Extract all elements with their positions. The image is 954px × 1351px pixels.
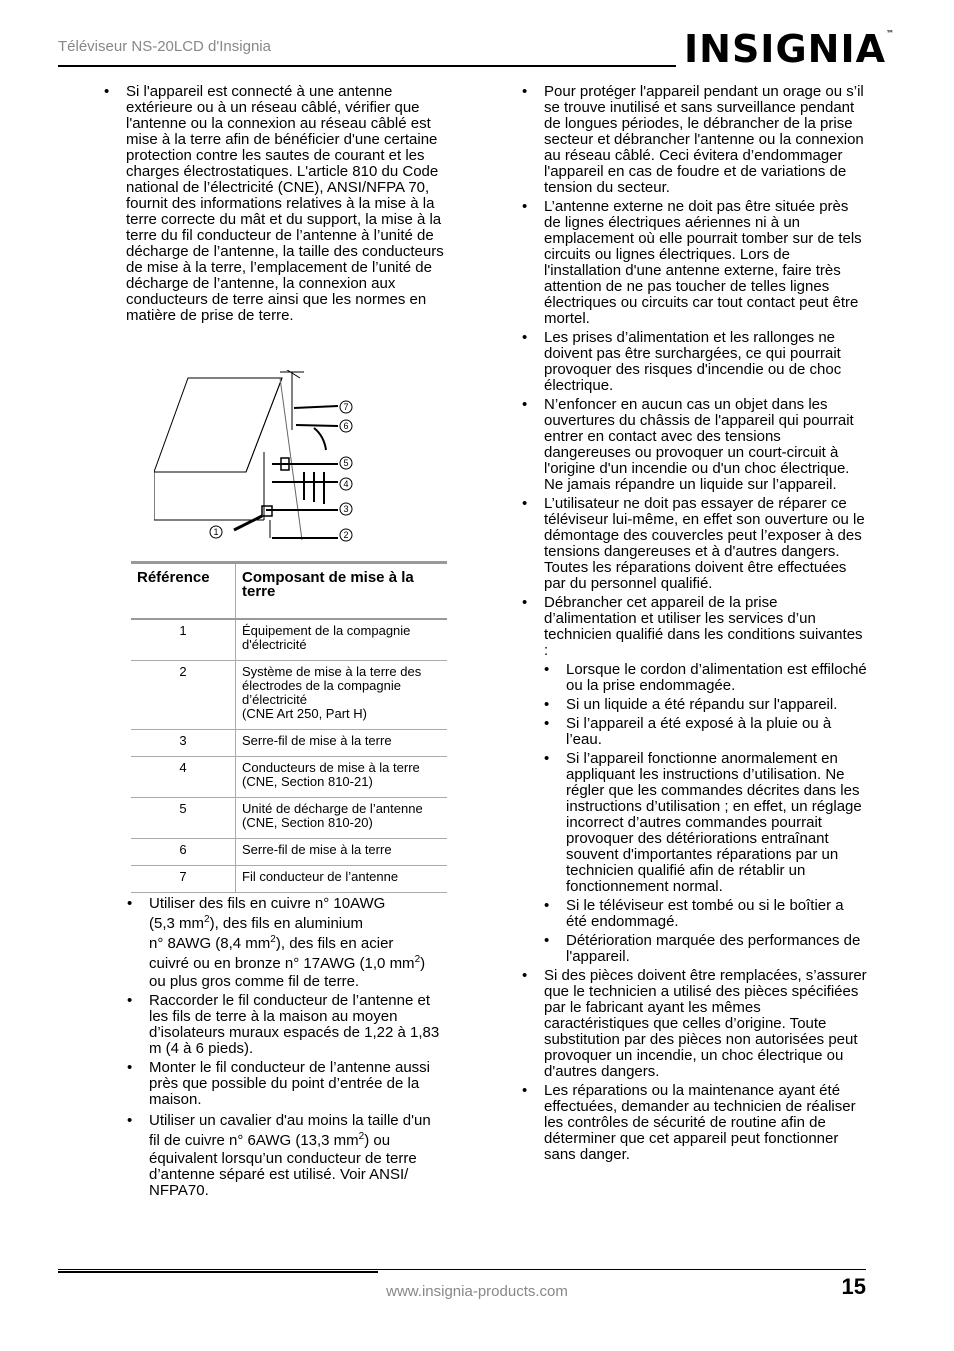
sub-bullet: • Si le téléviseur est tombé ou si le boîtier a été endommagé.: [544, 898, 867, 930]
bullet-objects: • N’enfoncer en aucun cas un objet dans les ouvertures du châssis de l'appareil qui pourrait entrer en contact avec des tensions dangereuses ou provoquer un court-circuit à l'origine d'un incendie ou d'un choc électrique. Ne jamais répandre un liquide sur l’appareil.: [522, 397, 867, 493]
intro-bullet: • Si l'appareil est connecté à une antenne extérieure ou à un réseau câblé, vérifier que l'antenne ou la connexion au réseau câblé est mise à la terre afin de bénéficier d'une certaine protection contre les sautes de courant et les charges électrostatiques. L'article 810 du Code national de l’électricité (CNE), ANSI/NFPA 70, fournit des informations relatives à la mise à la terre correcte du mât et du support, la mise à la terre du fil conducteur de l’antenne à l’unité de décharge de l’antenne, la taille des conducteurs de mise à la terre, l’emplacement de l’unité de décharge de l’antenne, la connexion aux conducteurs de terre ainsi que les normes en matière de prise de terre.: [104, 84, 449, 324]
header-title: Téléviseur NS-20LCD d'Insignia: [58, 38, 271, 55]
diagram-label-6: 6: [343, 421, 349, 431]
bullet-parts: • Si des pièces doivent être remplacées, s’assurer que le technicien a utilisé des pièces spécifiées par le fabricant ayant les mêmes caractéristiques que celles d’origine. Toute substitution par des pièces non autorisées peut provoquer un incendie, un choc électrique ou d'autres dangers.: [522, 968, 867, 1080]
sub-bullet: • Si un liquide a été répandu sur l'appareil.: [544, 697, 867, 713]
footer-rule-thick: [58, 1271, 378, 1273]
table-row: [131, 619, 447, 661]
sub-bullet-list: [544, 662, 867, 965]
diagram-label-7: 7: [343, 402, 349, 412]
bullet-connect-lead: • Raccorder le fil conducteur de l’antenne et les fils de terre à la maison au moyen d’isolateurs muraux espacés de 1,22 à 1,83 m (4 à 6 pieds).: [127, 993, 447, 1057]
bullet-repair: • L’utilisateur ne doit pas essayer de réparer ce téléviseur lui-même, en effet son ouverture ou le démontage des couvercles peut l’exposer à des tensions dangereuses et à d'autres dangers. Toutes les réparations doivent être effectuées par du personnel qualifié.: [522, 496, 867, 592]
diagram-label-1: 1: [213, 527, 219, 537]
table-cell-desc: Équipement de la compagnie d'électricité: [236, 619, 448, 661]
table-cell-desc: Système de mise à la terre des électrodes de la compagnie d’électricité (CNE Art 250, Part H): [236, 661, 448, 730]
bullet-overload: • Les prises d’alimentation et les rallonges ne doivent pas être surchargées, ce qui pourrait provoquer des risques d'incendie ou de choc électrique.: [522, 330, 867, 394]
sub-bullet: • Lorsque le cordon d’alimentation est effiloché ou la prise endommagée.: [544, 662, 867, 694]
table-row: [131, 661, 447, 730]
table-cell-ref: 5: [131, 798, 236, 839]
grounding-table: [131, 561, 447, 893]
page-number: 15: [841, 1274, 866, 1299]
bullet-mount-lead: • Monter le fil conducteur de l’antenne aussi près que possible du point d’entrée de la maison.: [127, 1060, 447, 1108]
right-column: [522, 84, 867, 1166]
footer-rule: [58, 1269, 866, 1270]
insignia-logo: INSIGNIA™: [684, 27, 894, 71]
table-row: [131, 730, 447, 757]
footer-url[interactable]: www.insignia-products.com: [386, 1283, 568, 1300]
table-cell-desc: Serre-fil de mise à la terre: [236, 839, 448, 866]
table-cell-ref: 1: [131, 619, 236, 661]
table-row: [131, 839, 447, 866]
table-header-component: Composant de mise à la terre: [236, 563, 448, 620]
table-cell-ref: 3: [131, 730, 236, 757]
bullet-safety-check: • Les réparations ou la maintenance ayant été effectuées, demander au technicien de réaliser les contrôles de sécurité de routine afin de déterminer que cet appareil peut fonctionner sans danger.: [522, 1083, 867, 1163]
bullet-unplug: • Débrancher cet appareil de la prise d’alimentation et utiliser les services d’un technicien qualifié dans les conditions suivantes : • Lorsque le cordon d’alimentation est effiloché ou la prise endommagée. • Si un liquide a été répandu sur l'appareil. • Si l’appareil a été exposé à la pluie ou à l’eau. • Si l’appareil fonctionne anormalement en appliquant les instructions d’utilisation. Ne régler que les commandes décrites dans les instructions d’utilisation ; en effet, un réglage incorrect d’autres commandes pourrait provoquer des détériorations entraînant souvent d'importantes réparations par un technicien qualifié afin de rétablir un fonctionnement normal. • Si le téléviseur est tombé ou si le boîtier a été endommagé. • Détérioration marquée des performances de l'appareil.: [522, 595, 867, 965]
bullet-storm: • Pour protéger l'appareil pendant un orage ou s’il se trouve inutilisé et sans surveillance pendant de longues périodes, le débrancher de la prise secteur et débrancher l'antenne ou la connexion au réseau câblé. Ceci évitera d’endommager l'appareil en cas de foudre et de variations de tension du secteur.: [522, 84, 867, 196]
sub-bullet: • Détérioration marquée des performances de l'appareil.: [544, 933, 867, 965]
table-cell-ref: 4: [131, 757, 236, 798]
diagram-label-2: 2: [343, 530, 349, 540]
table-row: [131, 798, 447, 839]
table-header-reference: Référence: [131, 563, 236, 620]
sub-bullet: • Si l’appareil fonctionne anormalement en appliquant les instructions d’utilisation. Ne régler que les commandes décrites dans les instructions d’utilisation ; en effet, un réglage incorrect d’autres commandes pourrait provoquer des détériorations entraînant souvent d'importantes réparations par un technicien qualifié afin de rétablir un fonctionnement normal.: [544, 751, 867, 895]
left-bottom-bullets: [127, 894, 447, 1202]
diagram-label-3: 3: [343, 504, 349, 514]
table-cell-ref: 7: [131, 866, 236, 893]
grounding-diagram: [154, 370, 364, 542]
diagram-label-5: 5: [343, 458, 349, 468]
table-cell-desc: Serre-fil de mise à la terre: [236, 730, 448, 757]
table-header-row: [131, 563, 447, 620]
left-column: [104, 84, 449, 327]
bullet-wire-gauge: • Utiliser des fils en cuivre n° 10AWG (5,3 $mm^2$), des fils en aluminium n° 8AWG (8,4 $mm^2$), des fils en acier cuivré ou en bronze n° 17AWG (1,0 $mm^2$) ou plus gros comme fil de terre.: [127, 894, 447, 990]
table-cell-ref: 2: [131, 661, 236, 730]
bullet-power-lines: • L’antenne externe ne doit pas être située près de lignes électriques aériennes ni à un emplacement où elle pourrait tomber sur de tels circuits ou lignes électriques. Lors de l'installation d'une antenne externe, faire très attention de ne pas toucher de telles lignes électriques ou circuits car tout contact peut être mortel.: [522, 199, 867, 327]
header-rule: [58, 65, 676, 67]
bullet-jumper: • Utiliser un cavalier d'au moins la taille d'un fil de cuivre n° 6AWG (13,3 $mm^2$) ou équivalent lorsqu’un conducteur de terre d’antenne séparé est utilisé. Voir ANSI/ NFPA70.: [127, 1111, 447, 1199]
diagram-label-4: 4: [343, 479, 349, 489]
sub-bullet: • Si l’appareil a été exposé à la pluie ou à l’eau.: [544, 716, 867, 748]
table-cell-desc: Unité de décharge de l’antenne (CNE, Section 810-20): [236, 798, 448, 839]
table-cell-desc: Fil conducteur de l’antenne: [236, 866, 448, 893]
table-row: [131, 757, 447, 798]
table-cell-desc: Conducteurs de mise à la terre (CNE, Section 810-21): [236, 757, 448, 798]
table-row: [131, 866, 447, 893]
table-cell-ref: 6: [131, 839, 236, 866]
